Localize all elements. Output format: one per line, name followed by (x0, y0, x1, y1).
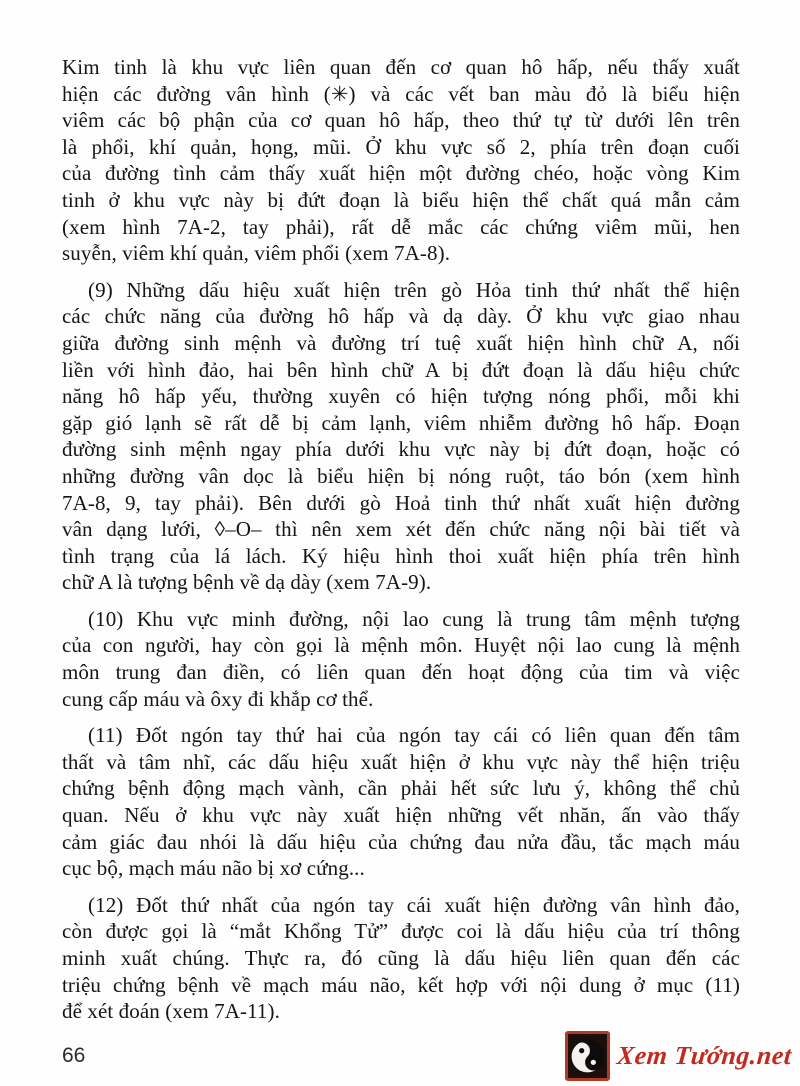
text-line: đường sinh mệnh ngay phía dưới khu vực này bị đứt đoạn, hoặc có (62, 437, 740, 462)
text-line: chứng bệnh động mạch vành, cần phải hết sức lưu ý, không thể chủ (62, 776, 740, 801)
text-line: cảm giác đau nhói là dấu hiệu của chứng đau nửa đầu, tắc mạch máu (62, 829, 740, 854)
text-line: thất và tâm nhĩ, các dấu hiệu xuất hiện ở khu vực này thể hiện triệu (62, 749, 740, 774)
text-line: là phổi, khí quản, họng, mũi. Ở khu vực số 2, phía trên đoạn cuối (62, 134, 740, 159)
text-line: (10) Khu vực minh đường, nội lao cung là trung tâm mệnh tượng (88, 606, 740, 631)
text-line: giữa đường sinh mệnh và đường trí tuệ xuất hiện hình chữ A, nối (62, 330, 740, 355)
site-watermark[interactable] (565, 1031, 792, 1081)
paragraph (62, 722, 740, 882)
text-line: liền với hình đảo, hai bên hình chữ A bị đứt đoạn là dấu hiệu chức (62, 357, 740, 382)
text-line: vân dạng lưới, ◊–O– thì nên xem xét đến chức năng nội bài tiết và (62, 517, 740, 542)
text-line: để xét đoán (xem 7A-11). (62, 999, 280, 1024)
text-line: của con người, hay còn gọi là mệnh môn. Huyệt nội lao cung là mệnh (62, 633, 740, 658)
watermark-text: Xem Tướng.net (616, 1041, 794, 1070)
paragraph (62, 277, 740, 596)
text-line: suyễn, viêm khí quản, viêm phổi (xem 7A-8). (62, 241, 451, 266)
text-line: viêm các bộ phận của cơ quan hô hấp, theo thứ tự từ dưới lên trên (62, 108, 740, 133)
text-line: cục bộ, mạch máu não bị xơ cứng... (62, 856, 365, 881)
text-line: Kim tinh là khu vực liên quan đến cơ quan hô hấp, nếu thấy xuất (62, 55, 740, 79)
paragraph (62, 606, 740, 712)
text-line: (11) Đốt ngón tay thứ hai của ngón tay cái có liên quan đến tâm (88, 723, 740, 748)
text-line: cung cấp máu và ôxy đi khắp cơ thể. (62, 686, 374, 711)
text-line: minh xuất chúng. Thực ra, đó cũng là dấu hiệu liên quan đến các (62, 946, 740, 970)
paragraph (62, 54, 740, 267)
text-line: những đường vân dọc là biểu hiện bị nóng ruột, táo bón (xem hình (62, 463, 740, 488)
yin-yang-icon (565, 1031, 610, 1081)
text-line: (12) Đốt thứ nhất của ngón tay cái xuất hiện đường vân hình đảo, (88, 892, 740, 917)
text-line: (9) Những dấu hiệu xuất hiện trên gò Hỏa tinh thứ nhất thể hiện (88, 277, 740, 302)
text-line: các chức năng của đường hô hấp và dạ dày. Ở khu vực giao nhau (62, 304, 740, 329)
text-line: (xem hình 7A-2, tay phải), rất dễ mắc các chứng viêm mũi, hen (62, 214, 740, 239)
text-line: gặp gió lạnh sẽ rất dễ bị cảm lạnh, viêm nhiễm đường hô hấp. Đoạn (62, 410, 740, 435)
text-line: tình trạng của lá lách. Ký hiệu hình thoi xuất hiện phía trên hình (62, 543, 740, 568)
page-number: 66 (62, 1044, 86, 1067)
text-line: chữ A là tượng bệnh về dạ dày (xem 7A-9). (62, 570, 432, 595)
text-line: còn được gọi là “mắt Khổng Tử” được coi là dấu hiệu của trí thông (62, 919, 740, 944)
text-line: hiện các đường vân hình (✳) và các vết ban màu đỏ là biểu hiện (62, 81, 740, 106)
paragraph (62, 892, 740, 1025)
text-line: 7A-8, 9, tay phải). Bên dưới gò Hoả tinh thứ nhất xuất hiện đường (62, 490, 740, 515)
text-line: năng hô hấp yếu, thường xuyên có hiện tượng nóng phổi, mỗi khi (62, 384, 740, 409)
text-line: tinh ở khu vực này bị đứt đoạn là biểu hiện thể chất quá mẫn cảm (62, 187, 740, 212)
page-footer (62, 1028, 792, 1084)
text-line: quan. Nếu ở khu vực này xuất hiện những vết nhăn, ấn vào thấy (62, 803, 740, 828)
text-column (62, 54, 740, 1025)
text-line: của đường tình cảm thấy xuất hiện một đường chéo, hoặc vòng Kim (62, 161, 740, 186)
text-line: triệu chứng bệnh về mạch máu não, kết hợp với nội dung ở mục (11) (62, 972, 740, 997)
text-line: môn trung đan điền, có liên quan đến hoạt động của tim và việc (62, 660, 740, 685)
